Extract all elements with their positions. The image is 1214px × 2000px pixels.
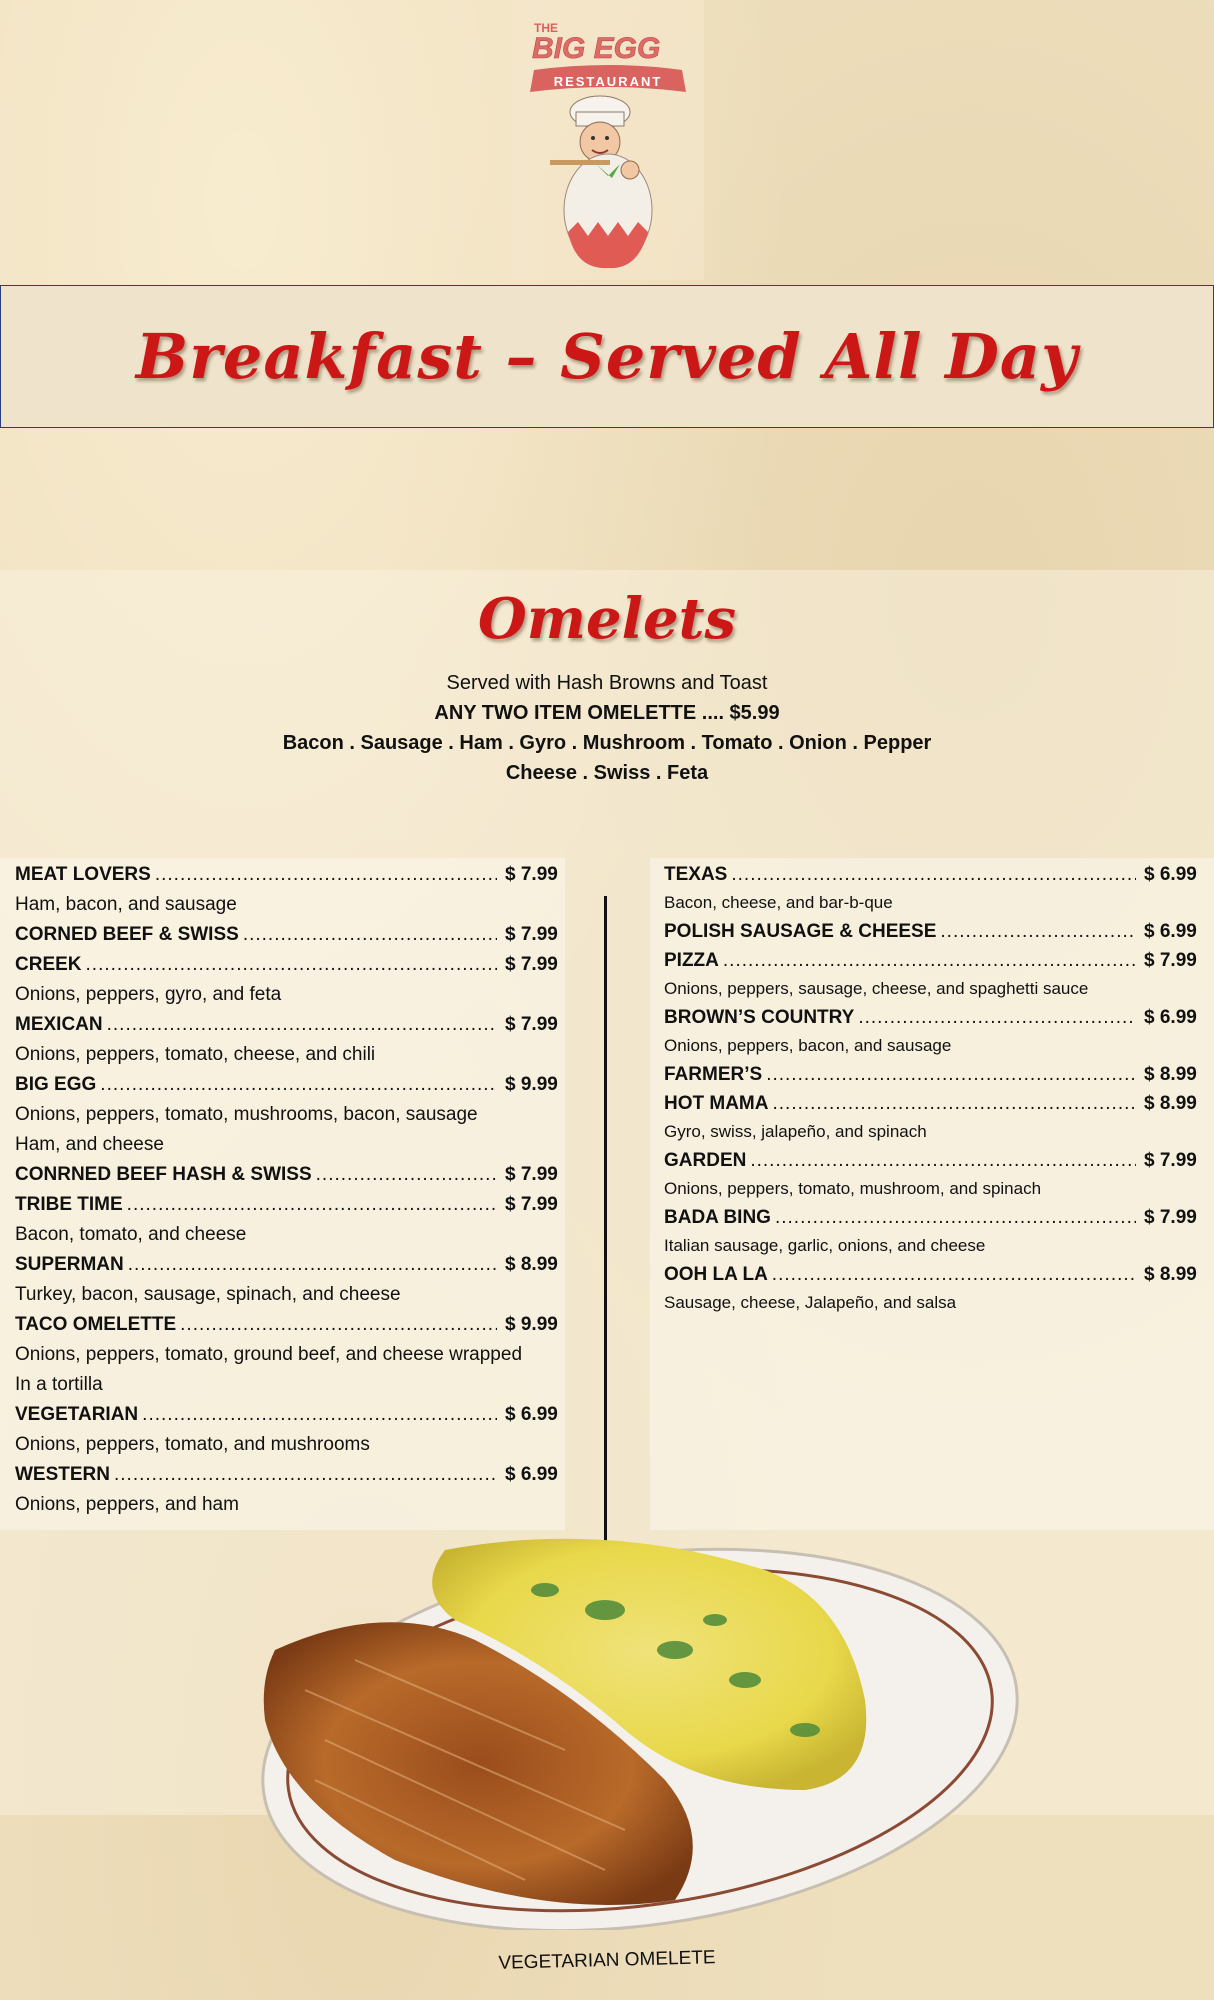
restaurant-logo [512, 0, 704, 280]
menu-item [15, 860, 565, 890]
menu-item-description: Italian sausage, garlic, onions, and cheese [664, 1236, 986, 1255]
menu-item-name: GARDEN [664, 1150, 747, 1171]
menu-item-price: $ 6.99 [505, 1464, 558, 1485]
menu-item-description: Bacon, cheese, and bar-b-que [664, 893, 893, 912]
menu-item [664, 917, 1204, 946]
section-subtitle: Served with Hash Browns and Toast [446, 672, 768, 694]
menu-item [664, 860, 1204, 889]
menu-item-description: Onions, peppers, and ham [15, 1494, 239, 1515]
menu-item [664, 1260, 1204, 1289]
menu-item-description: Onions, peppers, tomato, ground beef, and cheese wrapped [15, 1344, 523, 1365]
svg-text:RESTAURANT: RESTAURANT [553, 74, 663, 89]
menu-item-price: $ 7.99 [1144, 950, 1197, 971]
menu-item-description: Onions, peppers, bacon, and sausage [664, 1036, 952, 1055]
menu-item-name: MEXICAN [15, 1014, 103, 1035]
right-menu-column [664, 860, 1204, 1317]
menu-item-price: $ 7.99 [505, 864, 558, 885]
menu-item-description: Ham, bacon, and sausage [15, 894, 237, 915]
menu-item-name: TRIBE TIME [15, 1194, 123, 1215]
menu-item-description: Turkey, bacon, sausage, spinach, and cheese [15, 1284, 401, 1305]
menu-item-name: POLISH SAUSAGE & CHEESE [664, 921, 937, 942]
options-line-2: Cheese . Swiss . Feta [505, 762, 709, 784]
menu-item-name: PIZZA [664, 950, 719, 971]
dot-leader [858, 1003, 1136, 1032]
menu-item-price: $ 7.99 [505, 1194, 558, 1215]
menu-item-description: Onions, peppers, sausage, cheese, and spaghetti sauce [664, 979, 1089, 998]
dot-leader [114, 1460, 497, 1490]
photo-caption: VEGETARIAN OMELETE [498, 1947, 716, 1974]
two-item-deal: ANY TWO ITEM OMELETTE .... $5.99 [434, 702, 780, 724]
menu-item-description: Sausage, cheese, Jalapeño, and salsa [664, 1293, 957, 1312]
options-line-1: Bacon . Sausage . Ham . Gyro . Mushroom . Tomato . Onion . Pepper [282, 732, 932, 754]
menu-item-price: $ 6.99 [1144, 864, 1197, 885]
menu-item-price: $ 8.99 [1144, 1064, 1197, 1085]
dot-leader [766, 1060, 1136, 1089]
omelette-plate-image [245, 1530, 1025, 1930]
menu-item [15, 1400, 565, 1430]
menu-item-description: Ham, and cheese [15, 1134, 164, 1155]
menu-item-name: CORNED BEEF & SWISS [15, 924, 239, 945]
menu-item [15, 1310, 565, 1340]
menu-item-price: $ 8.99 [1144, 1093, 1197, 1114]
menu-item-name: OOH LA LA [664, 1264, 768, 1285]
menu-item-description: Bacon, tomato, and cheese [15, 1224, 247, 1245]
menu-item [15, 1460, 565, 1490]
menu-item [15, 950, 565, 980]
menu-item-name: FARMER’S [664, 1064, 763, 1085]
menu-item-name: BROWN’S COUNTRY [664, 1007, 855, 1028]
menu-item [664, 1203, 1204, 1232]
menu-item-description: Gyro, swiss, jalapeño, and spinach [664, 1122, 927, 1141]
menu-item [15, 1070, 565, 1100]
menu-item-price: $ 8.99 [1144, 1264, 1197, 1285]
menu-item [664, 1146, 1204, 1175]
menu-item-price: $ 8.99 [505, 1254, 558, 1275]
menu-item-price: $ 7.99 [1144, 1150, 1197, 1171]
dot-leader [940, 917, 1136, 946]
section-intro [0, 668, 1214, 788]
menu-item [664, 946, 1204, 975]
dot-leader [243, 920, 497, 950]
dot-leader [155, 860, 497, 890]
menu-item-name: CONRNED BEEF HASH & SWISS [15, 1164, 312, 1185]
menu-item-price: $ 7.99 [505, 1164, 558, 1185]
dot-leader [772, 1260, 1136, 1289]
dot-leader [180, 1310, 497, 1340]
menu-item-name: BADA BING [664, 1207, 771, 1228]
menu-item-description: Onions, peppers, tomato, and mushrooms [15, 1434, 370, 1455]
menu-item [15, 1160, 565, 1190]
menu-item-price: $ 7.99 [505, 1014, 558, 1035]
menu-item-description: In a tortilla [15, 1374, 103, 1395]
menu-item-description: Onions, peppers, gyro, and feta [15, 984, 282, 1005]
menu-item-name: CREEK [15, 954, 82, 975]
menu-item-name: BIG EGG [15, 1074, 97, 1095]
menu-item-description: Onions, peppers, tomato, mushrooms, bacon, sausage [15, 1104, 478, 1125]
dot-leader [750, 1146, 1136, 1175]
menu-item-price: $ 6.99 [505, 1404, 558, 1425]
menu-item-price: $ 9.99 [505, 1314, 558, 1335]
column-divider [604, 896, 607, 1546]
menu-item [15, 920, 565, 950]
dot-leader [86, 950, 497, 980]
left-menu-column [15, 860, 565, 1520]
menu-item [15, 1190, 565, 1220]
svg-text:THE: THE [534, 21, 558, 35]
menu-item-name: VEGETARIAN [15, 1404, 139, 1425]
dot-leader [723, 946, 1136, 975]
menu-item-price: $ 7.99 [505, 924, 558, 945]
dot-leader [128, 1250, 497, 1280]
menu-item-name: TACO OMELETTE [15, 1314, 177, 1335]
menu-item-description: Onions, peppers, tomato, cheese, and chili [15, 1044, 376, 1065]
section-heading: Omelets [478, 586, 736, 652]
menu-item [15, 1250, 565, 1280]
menu-item-name: MEAT LOVERS [15, 864, 151, 885]
menu-item-name: WESTERN [15, 1464, 110, 1485]
svg-text:BIG EGG: BIG EGG [532, 32, 661, 65]
menu-item-name: SUPERMAN [15, 1254, 124, 1275]
dot-leader [127, 1190, 497, 1220]
menu-item-name: HOT MAMA [664, 1093, 769, 1114]
menu-item-name: TEXAS [664, 864, 728, 885]
page-title: Breakfast – Served All Day [135, 320, 1079, 393]
dot-leader [100, 1070, 497, 1100]
menu-item-price: $ 6.99 [1144, 921, 1197, 942]
dot-leader [772, 1089, 1136, 1118]
dot-leader [316, 1160, 497, 1190]
chef-logo-image [512, 0, 704, 280]
menu-item [15, 1010, 565, 1040]
dot-leader [107, 1010, 497, 1040]
dot-leader [731, 860, 1136, 889]
menu-item-description: Onions, peppers, tomato, mushroom, and spinach [664, 1179, 1042, 1198]
page-title-banner [0, 285, 1214, 428]
menu-item [664, 1003, 1204, 1032]
menu-item-price: $ 7.99 [505, 954, 558, 975]
omelette-photo [245, 1530, 1025, 1930]
menu-item [664, 1089, 1204, 1118]
menu-item [664, 1060, 1204, 1089]
menu-item-price: $ 9.99 [505, 1074, 558, 1095]
dot-leader [775, 1203, 1136, 1232]
menu-item-price: $ 6.99 [1144, 1007, 1197, 1028]
dot-leader [142, 1400, 497, 1430]
menu-item-price: $ 7.99 [1144, 1207, 1197, 1228]
